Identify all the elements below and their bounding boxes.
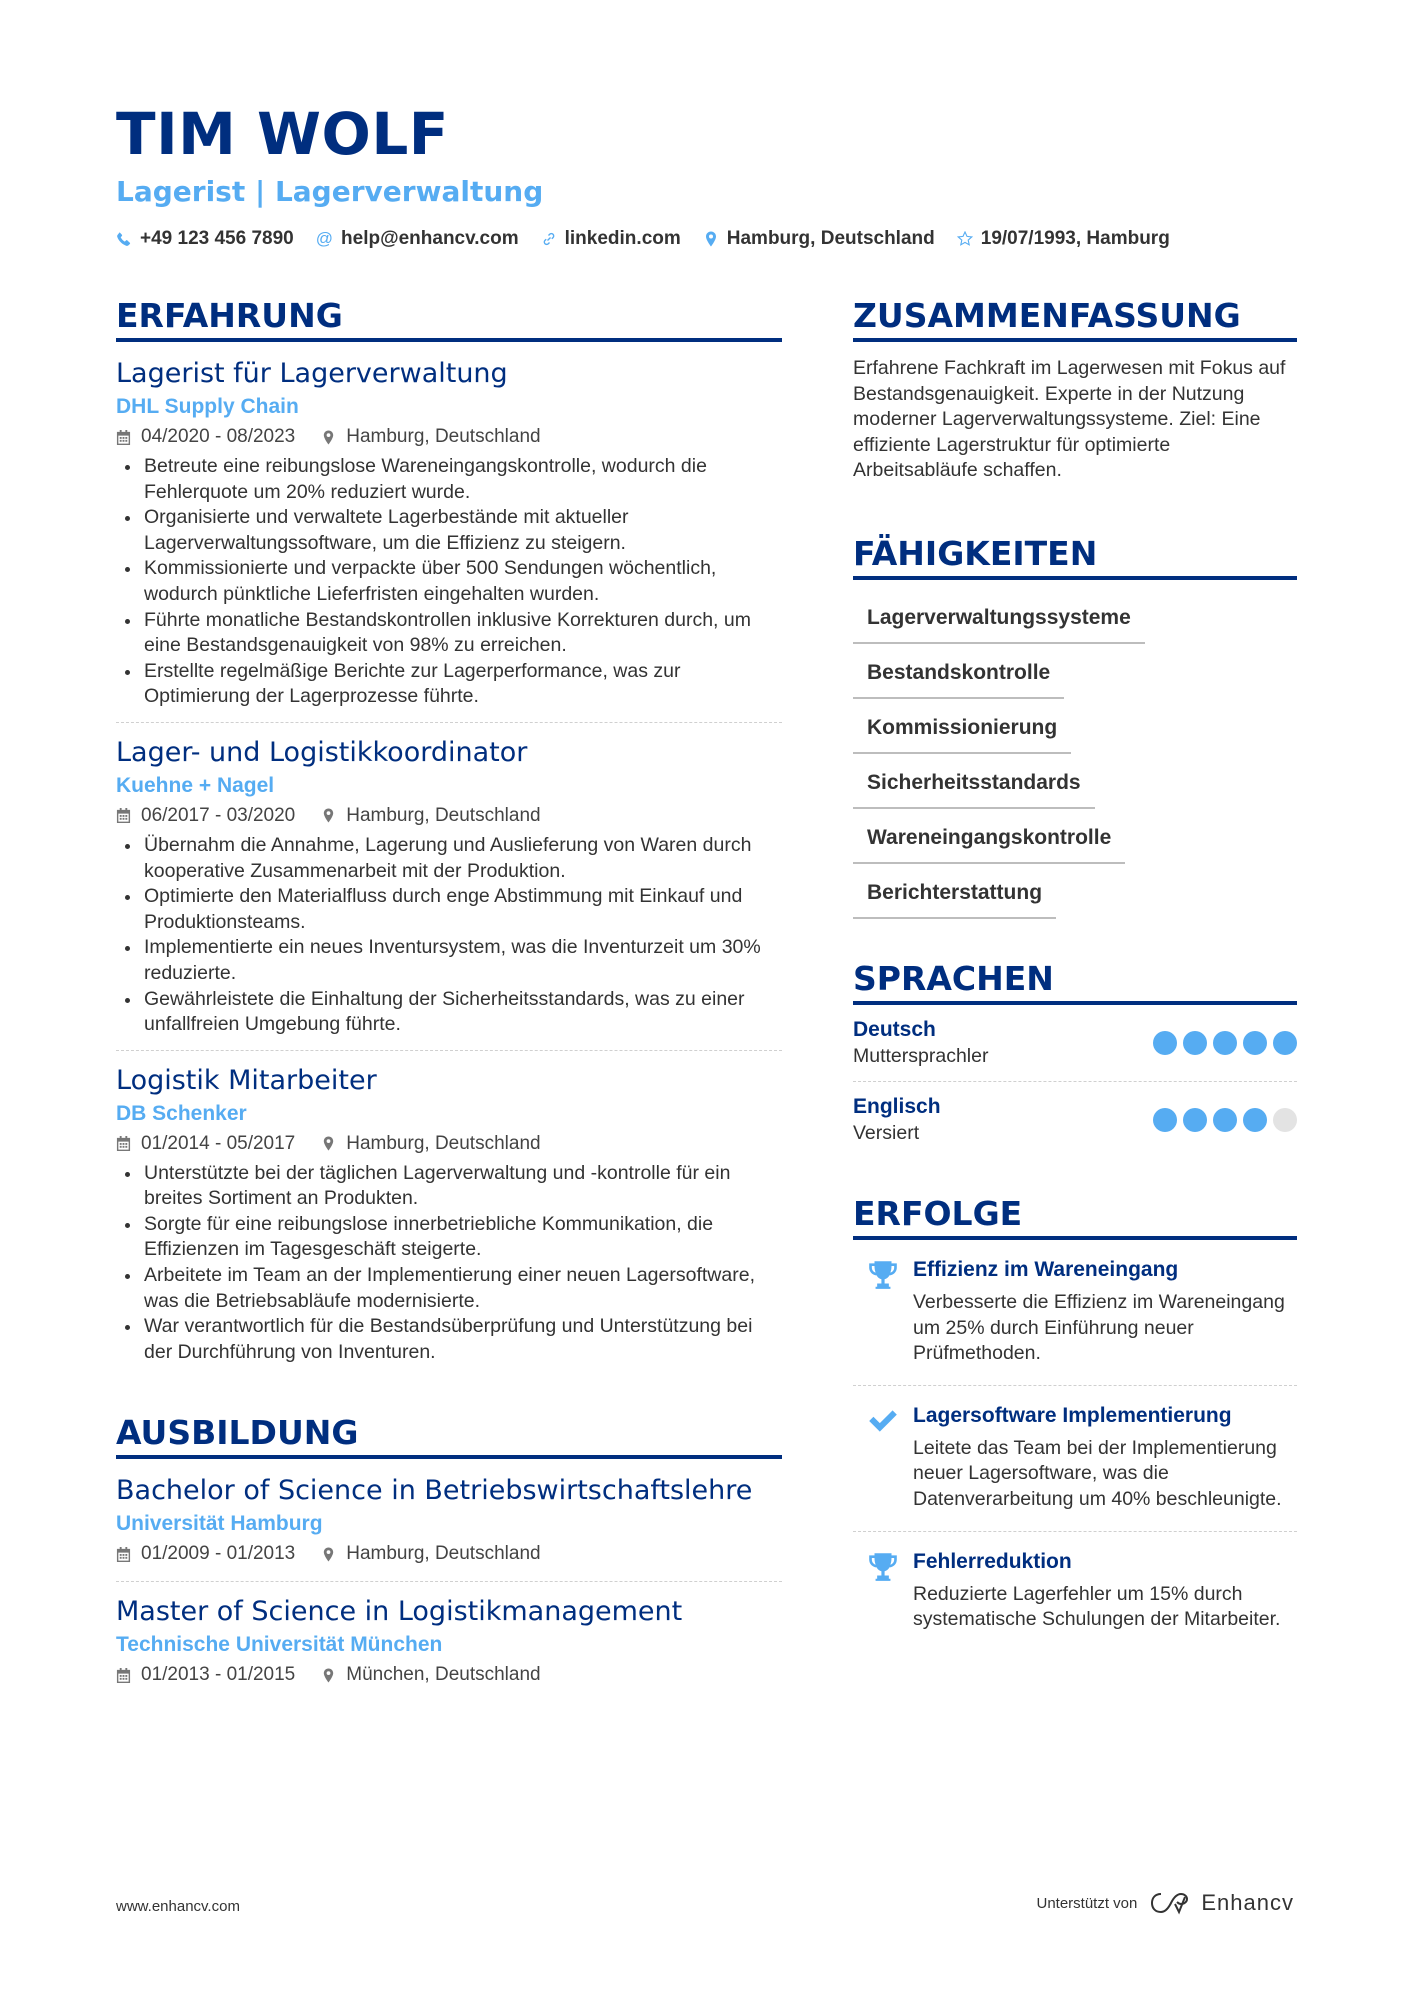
languages-heading: SPRACHEN <box>853 957 1297 1005</box>
bullet-item: Implementierte ein neues Inventursystem, was die Inventurzeit um 30% reduzierte. <box>116 935 782 986</box>
date-range <box>116 801 295 831</box>
right-column <box>853 294 1297 1651</box>
achievements-section <box>853 1192 1297 1651</box>
at-icon: @ <box>315 229 334 248</box>
school-name: Technische Universität München <box>116 1633 443 1657</box>
company-name: DHL Supply Chain <box>116 395 299 418</box>
experience-entry <box>116 723 782 1051</box>
degree-title: Bachelor of Science in Betriebswirtschaftslehre <box>116 1475 753 1507</box>
degree-title: Master of Science in Logistikmanagement <box>116 1596 683 1628</box>
achievement-text: Verbesserte die Effizienz im Wareneingang um 25% durch Einführung neuer Prüfmethoden. <box>913 1290 1285 1365</box>
achievement-item <box>853 1240 1297 1386</box>
contact-location <box>703 228 935 250</box>
rating-dot-filled <box>1153 1031 1177 1055</box>
job-title: Logistik Mitarbeiter <box>116 1064 377 1096</box>
entry-meta <box>116 422 782 452</box>
achievement-title: Effizienz im Wareneingang <box>913 1257 1179 1281</box>
location-text: München, Deutschland <box>346 1664 541 1686</box>
bullet-item: Führte monatliche Bestandskontrollen inklusive Korrekturen durch, um eine Bestandsgenauigkeit von 98% zu erreichen. <box>116 608 782 659</box>
contact-phone-text: +49 123 456 7890 <box>140 228 294 249</box>
bullet-item: Betreute eine reibungslose Wareneingangskontrolle, wodurch die Fehlerquote um 20% reduziert wurde. <box>116 454 782 505</box>
language-item <box>853 1005 1297 1082</box>
location-pin-icon <box>321 1547 336 1562</box>
enhancv-logo-icon <box>1149 1890 1193 1916</box>
achievement-text: Leitete das Team bei der Implementierung neuer Lagersoftware, was die Datenverarbeitung um 40% beschleunigte. <box>913 1436 1282 1510</box>
contact-email[interactable] <box>316 228 519 250</box>
brand-name: Enhancv <box>1201 1890 1294 1915</box>
job-title: Lagerist für Lagerverwaltung <box>116 358 508 389</box>
rating-dot-filled <box>1183 1031 1207 1055</box>
contact-birth-text: 19/07/1993, Hamburg <box>980 228 1170 249</box>
education-entry <box>116 1459 782 1582</box>
date-text: 01/2013 - 01/2015 <box>141 1664 296 1686</box>
rating-dot-filled <box>1273 1031 1297 1055</box>
bullet-item: Kommissionierte und verpackte über 500 Sendungen wöchentlich, wodurch pünktliche Lieferfristen eingehalten wurden. <box>116 556 782 607</box>
summary-heading: ZUSAMMENFASSUNG <box>853 294 1297 342</box>
education-heading: AUSBILDUNG <box>116 1411 782 1459</box>
contact-linkedin[interactable] <box>541 228 681 250</box>
link-icon <box>541 231 557 247</box>
date-range <box>116 1129 295 1159</box>
rating-dot-filled <box>1213 1108 1237 1132</box>
date-range <box>116 1539 295 1569</box>
language-rating <box>1153 1031 1297 1055</box>
bullet-item: Erstellte regelmäßige Berichte zur Lagerperformance, was zur Optimierung der Lagerprozesse führte. <box>116 659 782 710</box>
skill-tag: Berichterstattung <box>853 869 1056 919</box>
rating-dot-filled <box>1153 1108 1177 1132</box>
job-title: Lager- und Logistikkoordinator <box>116 736 528 768</box>
entry-meta <box>116 801 782 831</box>
location-pin-icon <box>321 1136 336 1151</box>
trophy-icon <box>853 1256 913 1367</box>
bullet-item: Übernahm die Annahme, Lagerung und Auslieferung von Waren durch kooperative Zusammenarbeit mit der Produktion. <box>116 833 782 884</box>
footer-website-link[interactable]: www.enhancv.com <box>116 1898 240 1915</box>
entry-meta <box>116 1129 782 1159</box>
location-text: Hamburg, Deutschland <box>346 1543 541 1565</box>
achievements-heading: ERFOLGE <box>853 1192 1297 1240</box>
location-pin-icon <box>321 430 336 445</box>
contact-email-text: help@enhancv.com <box>341 228 519 249</box>
rating-dot-filled <box>1183 1108 1207 1132</box>
bullet-list <box>116 833 782 1038</box>
bullet-item: Sorgte für eine reibungslose innerbetriebliche Kommunikation, die Effizienzen im Tagesgeschäft steigerte. <box>116 1212 782 1263</box>
date-text: 06/2017 - 03/2020 <box>141 804 296 826</box>
location-text: Hamburg, Deutschland <box>346 804 541 826</box>
contact-phone[interactable] <box>116 228 294 250</box>
powered-by-label: Unterstützt von <box>1036 1894 1138 1912</box>
language-level: Versiert <box>853 1121 920 1144</box>
footer-branding[interactable] <box>1036 1890 1294 1916</box>
candidate-title: Lagerist | Lagerverwaltung <box>116 175 544 208</box>
date-text: 01/2009 - 01/2013 <box>141 1543 296 1565</box>
date-range <box>116 1660 295 1690</box>
candidate-name: TIM WOLF <box>116 100 449 168</box>
bullet-item: Unterstützte bei der täglichen Lagerverwaltung und -kontrolle für ein breites Sortiment an Produkten. <box>116 1161 782 1212</box>
language-name: Deutsch <box>853 1017 936 1041</box>
skill-tag: Kommissionierung <box>853 704 1071 754</box>
contact-bar <box>116 228 1296 250</box>
location <box>321 801 540 831</box>
skill-tag: Sicherheitsstandards <box>853 759 1095 809</box>
date-text: 01/2014 - 05/2017 <box>141 1132 296 1154</box>
location <box>321 1660 540 1690</box>
contact-birth <box>957 228 1170 250</box>
checkmark-icon <box>853 1402 913 1513</box>
entry-meta <box>116 1660 782 1690</box>
summary-text: Erfahrene Fachkraft im Lagerwesen mit Fokus auf Bestandsgenauigkeit. Experte in der Nutzung moderner Lagerverwaltungssysteme. Ziel: Eine effiziente Lagerstruktur für optimierte Arbeitsabläufe schaffen. <box>853 357 1286 482</box>
achievement-item <box>853 1386 1297 1532</box>
bullet-item: Arbeitete im Team an der Implementierung einer neuen Lagersoftware, was die Betriebsabläufe modernisierte. <box>116 1263 782 1314</box>
achievement-item <box>853 1532 1297 1651</box>
skill-tag: Wareneingangskontrolle <box>853 814 1125 864</box>
phone-icon <box>116 231 132 247</box>
date-text: 04/2020 - 08/2023 <box>141 426 296 447</box>
language-level: Muttersprachler <box>853 1044 989 1067</box>
language-item <box>853 1082 1297 1158</box>
skill-tag: Lagerverwaltungssysteme <box>853 594 1145 644</box>
achievement-title: Lagersoftware Implementierung <box>913 1403 1232 1427</box>
rating-dot-filled <box>1243 1031 1267 1055</box>
location-pin-icon <box>321 808 336 823</box>
bullet-list <box>116 454 782 710</box>
bullet-item: Optimierte den Materialfluss durch enge Abstimmung mit Einkauf und Produktionsteams. <box>116 884 782 935</box>
rating-dot-filled <box>1213 1031 1237 1055</box>
location-text: Hamburg, Deutschland <box>346 426 541 447</box>
rating-dot-filled <box>1243 1108 1267 1132</box>
bullet-list <box>116 1161 782 1366</box>
skills-section <box>853 532 1297 919</box>
language-rating <box>1153 1108 1297 1132</box>
calendar-icon <box>116 1547 131 1562</box>
school-name: Universität Hamburg <box>116 1512 323 1536</box>
contact-linkedin-text: linkedin.com <box>564 228 681 249</box>
experience-entry <box>116 342 782 723</box>
rating-dot-empty <box>1273 1108 1297 1132</box>
location-pin-icon <box>703 231 719 247</box>
bullet-item: Organisierte und verwaltete Lagerbestände mit aktueller Lagerverwaltungssoftware, um die Effizienz zu steigern. <box>116 505 782 556</box>
language-name: Englisch <box>853 1094 941 1118</box>
location-text: Hamburg, Deutschland <box>346 1132 541 1154</box>
languages-section <box>853 957 1297 1158</box>
skill-tag: Bestandskontrolle <box>853 649 1064 699</box>
bullet-item: War verantwortlich für die Bestandsüberprüfung und Unterstützung bei der Durchführung von Inventuren. <box>116 1314 782 1365</box>
calendar-icon <box>116 1136 131 1151</box>
entry-meta <box>116 1539 782 1569</box>
experience-entry <box>116 1051 782 1378</box>
resume-header <box>116 96 1296 250</box>
company-name: Kuehne + Nagel <box>116 773 275 797</box>
achievement-title: Fehlerreduktion <box>913 1549 1072 1573</box>
trophy-icon <box>853 1548 913 1633</box>
bullet-item: Gewährleistete die Einhaltung der Sicherheitsstandards, was zu einer unfallfreien Umgebung führte. <box>116 987 782 1038</box>
location <box>321 422 540 452</box>
contact-location-text: Hamburg, Deutschland <box>726 228 935 249</box>
summary-section <box>853 294 1297 484</box>
location <box>321 1539 540 1569</box>
experience-section <box>116 294 782 1377</box>
date-range <box>116 422 295 452</box>
skills-list <box>853 594 1297 919</box>
left-column <box>116 294 782 1702</box>
skills-heading: FÄHIGKEITEN <box>853 532 1297 580</box>
calendar-icon <box>116 808 131 823</box>
education-entry <box>116 1582 782 1702</box>
education-section <box>116 1411 782 1702</box>
location <box>321 1129 540 1159</box>
company-name: DB Schenker <box>116 1101 247 1125</box>
achievement-text: Reduzierte Lagerfehler um 15% durch systematische Schulungen der Mitarbeiter. <box>913 1582 1281 1631</box>
calendar-icon <box>116 430 131 445</box>
calendar-icon <box>116 1668 131 1683</box>
experience-heading: ERFAHRUNG <box>116 294 782 342</box>
star-icon <box>957 231 973 247</box>
location-pin-icon <box>321 1668 336 1683</box>
